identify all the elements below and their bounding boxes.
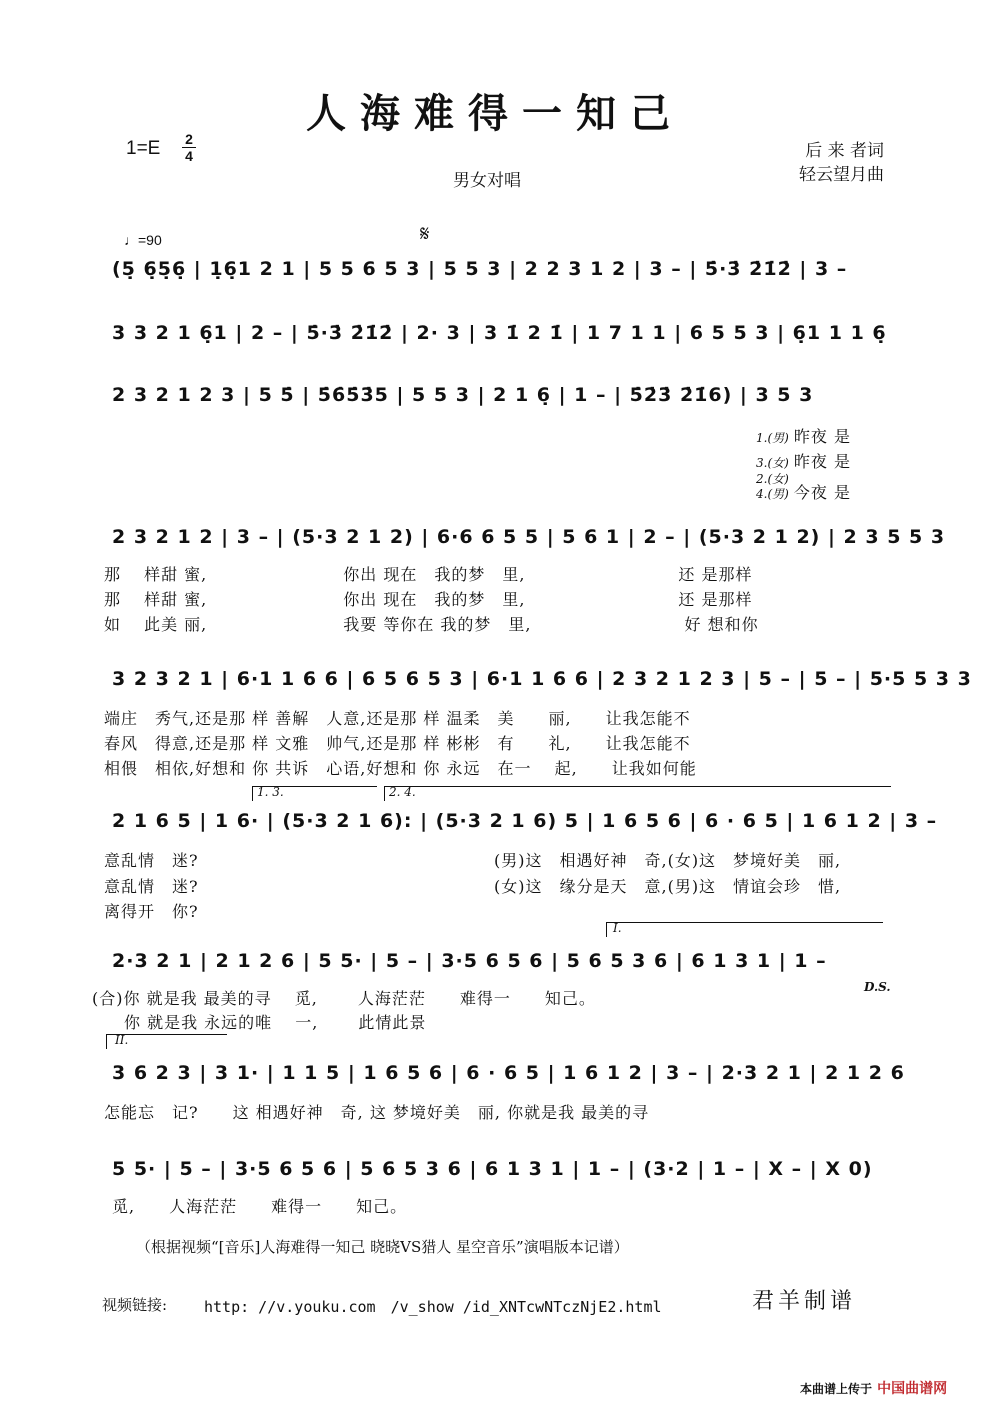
lyric-row-4-line-3: 如 此美 丽, 我要 等你在 我的梦 里, 好 想和你 [104, 615, 759, 634]
music-row-6: 2 1 6 5 | 1 6· | (5·3 2 1 6): | (5·3 2 1 6) 5 | 1 6 5 6 | 6 · 6 5 | 1 6 1 2 | 3 – [112, 810, 938, 832]
verse-2-label: 2.(女) [756, 472, 789, 486]
footer [800, 1378, 947, 1398]
subtitle: 男女对唱 [453, 171, 521, 191]
ds-marking: D.S. [864, 980, 891, 994]
lyric-row-4-line-2: 那 样甜 蜜, 你出 现在 我的梦 里, 还 是那样 [104, 590, 753, 609]
video-link-label: 视频链接: [102, 1296, 168, 1314]
volta-bracket-1: 1. 3. [252, 786, 377, 801]
time-bottom: 4 [185, 148, 193, 164]
composer-credit: 轻云望月曲 [799, 165, 884, 185]
tempo-marking: ♩=90 [124, 232, 162, 248]
music-row-5: 3 2 3 2 1 | 6·1 1 6 6 | 6 5 6 5 3 | 6·1 1 6 6 | 2 3 2 1 2 3 | 5 – | 5 – | 5·5 5 3 3 [112, 668, 972, 690]
volta-bracket-2: 2. 4. [384, 786, 891, 801]
music-row-7: 2·3 2 1 | 2 1 2 6 | 5 5· | 5 – | 3·5 6 5 6 | 5 6 5 3 6 | 6 1 3 1 | 1 – [112, 950, 827, 972]
lyric-row-4-line-1: 那 样甜 蜜, 你出 现在 我的梦 里, 还 是那样 [104, 565, 753, 584]
video-link[interactable]: http: //v.youku.com /v_show /id_XNTcwNTczNjE2.html [204, 1298, 662, 1316]
footer-text: 本曲谱上传于 [800, 1382, 873, 1396]
lyric-row-5-line-2: 春风 得意,还是那 样 文雅 帅气,还是那 样 彬彬 有 礼, 让我怎能不 [104, 734, 691, 753]
lyric-row-8: 怎能忘 记? 这 相遇好神 奇, 这 梦境好美 丽, 你就是我 最美的寻 [104, 1103, 650, 1122]
lyricist-credit: 后 来 者词 [805, 141, 884, 161]
music-row-4: 2 3 2 1 2 | 3 – | (5·3 2 1 2) | 6·6 6 5 5 | 5 6 1 | 2 – | (5·3 2 1 2) | 2 3 5 5 3 [112, 526, 946, 548]
music-row-9: 5 5· | 5 – | 3·5 6 5 6 | 5 6 5 3 6 | 6 1 3 1 | 1 – | (3·2 | 1 – | X – | X 0) [112, 1158, 873, 1180]
transcription-note: （根据视频“[音乐]人海难得一知己 晓晓VS猎人 星空音乐”演唱版本记谱） [136, 1238, 629, 1256]
lyric-row-5-line-3: 相偎 相依,好想和 你 共诉 心语,好想和 你 永远 在一 起, 让我如何能 [104, 759, 697, 778]
lyric-row-6b-line-1: (男)这 相遇好神 奇,(女)这 梦境好美 丽, [494, 851, 842, 870]
music-row-3: 2 3 2 1 2 3 | 5 5̇ | 5̇6̇5̇3̇5 | 5 5 3 | 2 1 6̣ | 1 – | 5̇2̇3̇ 2̇1̇6) | 3 5 3 [112, 384, 814, 406]
music-row-1: (5̣ 6̣5̣6̣ | 1̣6̣1 2 1 | 5 5 6 5 3 | 5 5 3 | 2 2 3 1 2 | 3 – | 5̇·3̇ 2̇1̇2̇ | 3 – [112, 258, 848, 280]
footer-logo[interactable]: 中国曲谱网 [877, 1380, 948, 1396]
key-signature: 1=E [126, 138, 161, 159]
lyric-row-5-line-1: 端庄 秀气,还是那 样 善解 人意,还是那 样 温柔 美 丽, 让我怎能不 [104, 709, 691, 728]
volta-bracket-II: II. [106, 1034, 227, 1049]
lyric-row-6-line-2: 意乱情 迷? [104, 877, 199, 896]
score-title: 人海难得一知己 [306, 90, 684, 137]
lyric-row-7-line-2: 你 就是我 永远的唯 一, 此情此景 [124, 1013, 427, 1032]
lyric-row-9: 觅, 人海茫茫 难得一 知己。 [112, 1197, 408, 1216]
transcriber-stamp: 君羊制谱 [752, 1289, 857, 1314]
lyric-row-7-line-1: (合)你 就是我 最美的寻 觅, 人海茫茫 难得一 知己。 [92, 989, 596, 1008]
verse-4-label: 4.(男) 今夜 是 [756, 483, 852, 502]
time-signature [182, 132, 196, 163]
verse-3-label: 3.(女) 昨夜 是 [756, 452, 852, 471]
music-row-8: 3 6 2 3 | 3 1· | 1 1 5 | 1 6 5 6 | 6 · 6 5 | 1 6 1 2 | 3 – | 2·3 2 1 | 2 1 2 6 [112, 1062, 905, 1084]
volta-bracket-I: I. [606, 922, 883, 937]
lyric-row-6b-line-2: (女)这 缘分是天 意,(男)这 情谊会珍 惜, [494, 877, 842, 896]
time-top: 2 [185, 131, 193, 147]
verse-1-label: 1.(男) 昨夜 是 [756, 427, 852, 446]
music-row-2: 3 3 2 1 6̣1 | 2 – | 5̇·3̇ 2̇1̇2̇ | 2· 3 | 3 1̇ 2 1̇ | 1 7 1 1 | 6 5 5 3 | 6̣1 1 1 6̣ [112, 322, 887, 344]
lyric-row-6-line-3: 离得开 你? [104, 902, 199, 921]
segno-sign: 𝄋 [420, 222, 430, 247]
lyric-row-6-line-1: 意乱情 迷? [104, 851, 199, 870]
